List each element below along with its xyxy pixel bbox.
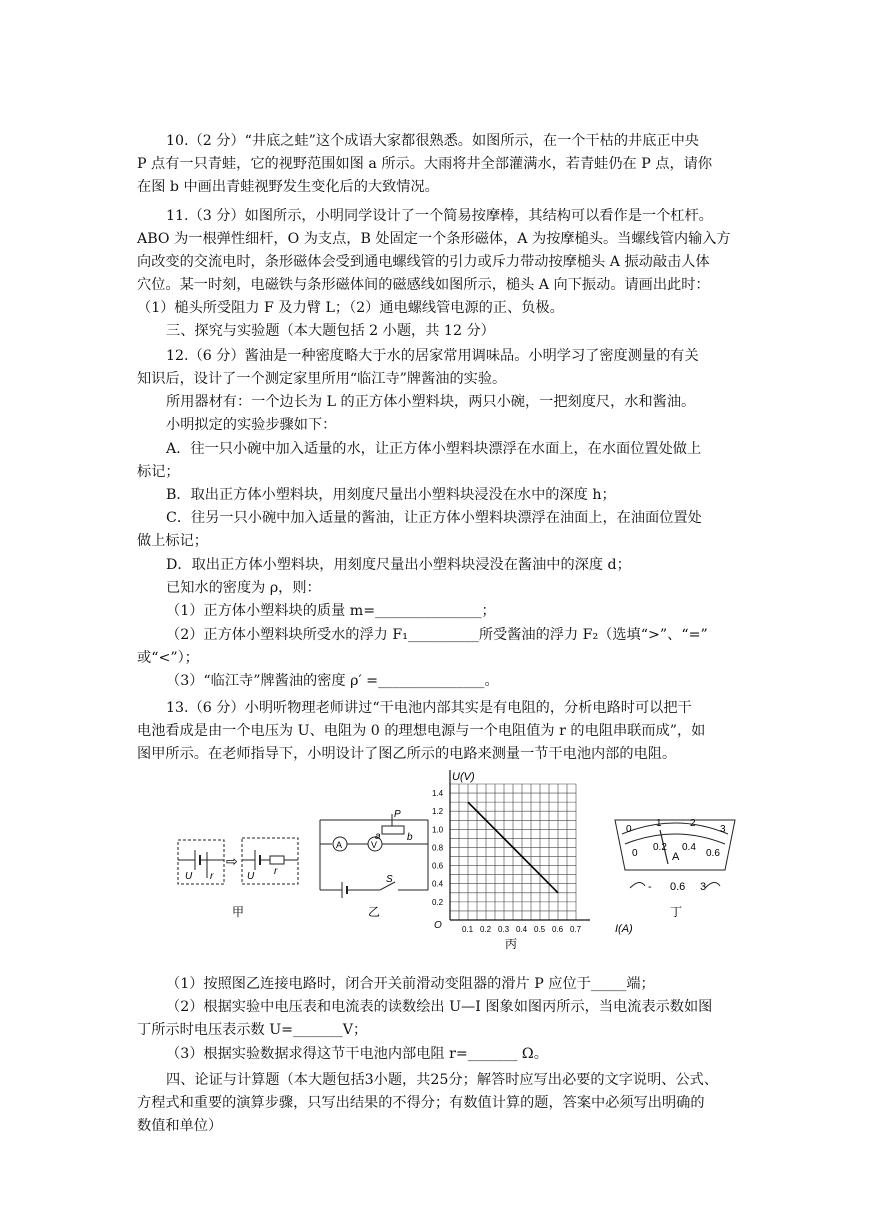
text-line: （1）按照图乙连接电路时，闭合开关前滑动变阻器的滑片 P 应位于_____端； [166,976,655,992]
text-line: 12.（6 分）酱油是一种密度略大于水的居家常用调味品。小明学习了密度测量的有关 [166,348,699,364]
text-line: 13.（6 分）小明听物理老师讲过“干电池内部其实是有电阻的，分析电路时可以把干 [166,700,692,716]
chart-y-tick-label: 0.2 [432,897,444,907]
ding-unit-label: A [672,851,680,863]
text-line: 四、论证与计算题（本大题包括3小题，共25分；解答时应写出必要的文字说明、公式、 [166,1072,719,1088]
caption-bing: 丙 [505,937,518,951]
caption-yi: 乙 [368,905,381,919]
yi-s-label: S [386,874,393,885]
chart-x-tick-label: 0.2 [480,925,492,934]
figure-yi [320,814,428,898]
text-line: 丁所示时电压表示数 U=_______V； [137,1022,368,1038]
yi-p-label: P [394,809,401,820]
ding-lower-3: 0.6 [706,848,720,859]
text-line: 10.（2 分）“井底之蛙”这个成语大家都很熟悉。如图所示，在一个干枯的井底正中央 [166,133,699,149]
caption-ding: 丁 [670,905,683,919]
ding-terminal-06: 0.6 [670,881,686,893]
text-line: （2）正方体小塑料块所受水的浮力 F₁__________所受酱油的浮力 F₂（选填“>”、“=” [166,627,708,643]
chart-y-axis-label: U(V) [452,771,475,783]
text-line: 所用器材有：一个边长为 L 的正方体小塑料块，两只小碗，一把刻度尺，水和酱油。 [166,394,696,410]
chart-x-tick-label: 0.1 [462,925,474,934]
chart-origin-label: O [434,920,442,931]
text-line: 穴位。某一时刻，电磁铁与条形磁体间的磁感线如图所示，槌头 A 向下振动。请画出此时： [137,277,710,293]
chart-x-tick-label: 0.7 [570,925,582,934]
text-line: 数值和单位） [137,1118,223,1134]
text-line: 图甲所示。在老师指导下，小明设计了图乙所示的电路来测量一节干电池内部的电阻。 [137,746,677,762]
text-line: （3）根据实验数据求得这节干电池内部电阻 r=_______ Ω。 [166,1046,548,1062]
chart-bing [432,770,590,934]
text-line: （3）“临江寺”牌酱油的密度 ρ′ =_______________。 [166,673,499,689]
chart-y-tick-label: 0.6 [432,861,444,871]
chart-x-tick-label: 0.5 [534,925,546,934]
text-line: P 点有一只青蛙，它的视野范围如图 a 所示。大雨将井全部灌满水，若青蛙仍在 P 点，请你 [137,156,713,172]
circuit-figure [170,760,740,960]
ding-upper-0: 0 [626,824,632,835]
chart-x-axis-label: I(A) [615,923,633,935]
jia-u2-label: U [247,871,255,882]
text-line: 已知水的密度为 ρ，则： [166,580,321,596]
text-line: 在图 b 中画出青蛙视野发生变化后的大致情况。 [137,179,439,195]
jia-r2-label: r [274,866,278,877]
caption-jia: 甲 [232,905,245,919]
yi-ammeter-label: A [336,840,343,850]
ding-terminal-3: 3 [700,881,707,893]
jia-r-label: r [210,871,214,882]
chart-y-tick-label: 0.8 [432,843,444,853]
text-line: （1）槌头所受阻力 F 及力臂 L；（2）通电螺线管电源的正、负极。 [137,300,564,316]
text-line: （2）根据实验中电压表和电流表的读数绘出 U—I 图象如图丙所示，当电流表示数如图 [166,999,713,1015]
chart-y-tick-label: 1.0 [432,825,444,835]
text-line: （1）正方体小塑料块的质量 m=_______________； [166,603,496,619]
ding-lower-2: 0.4 [682,842,696,853]
ding-lower-1: 0.2 [653,842,667,853]
text-line: 或“<”）； [137,650,199,666]
chart-y-tick-label: 1.2 [432,807,444,817]
chart-x-tick-label: 0.6 [552,925,564,934]
chart-x-tick-label: 0.4 [516,925,528,934]
figure-svg [170,760,740,960]
text-line: 向改变的交流电时，条形磁体会受到通电螺线管的引力或斥力带动按摩槌头 A 振动敲击人体 [137,254,710,270]
text-line: D．取出正方体小塑料块，用刻度尺量出小塑料块浸没在酱油中的深度 d； [166,557,631,573]
text-line: 小明拟定的实验步骤如下： [166,417,337,433]
ding-upper-2: 2 [690,818,696,829]
chart-y-tick-label: 0.4 [432,879,444,889]
jia-u-label: U [185,871,193,882]
chart-x-tick-label: 0.3 [498,925,510,934]
text-line: 电池看成是由一个电压为 U、电阻为 0 的理想电源与一个电阻值为 r 的电阻串联而成”，如 [137,723,706,739]
text-line: 知识后，设计了一个测定家里所用“临江寺”牌酱油的实验。 [137,371,507,387]
text-line: 三、探究与实验题（本大题包括 2 小题，共 12 分） [166,323,495,339]
text-line: 标记； [137,464,180,480]
figure-jia [178,838,298,884]
yi-voltmeter-label: V [371,840,378,850]
ding-upper-1: 1 [656,818,662,829]
jia-arrow: ⇨ [226,853,238,869]
text-line: C．往另一只小碗中加入适量的酱油，让正方体小塑料块漂浮在油面上，在油面位置处 [166,510,702,526]
text-line: 做上标记； [137,533,208,549]
ding-terminal-minus: - [648,881,652,893]
text-line: 方程式和重要的演算步骤，只写出结果的不得分；有数值计算的题，答案中必须写出明确的 [137,1095,705,1111]
text-line: 11.（3 分）如图所示，小明同学设计了一个简易按摩棒，其结构可以看作是一个杠杆。 [166,208,713,224]
yi-b-label: b [407,832,413,843]
text-line: B．取出正方体小塑料块，用刻度尺量出小塑料块浸没在水中的深度 h； [166,487,616,503]
text-line: ABO 为一根弹性细杆，O 为支点，B 处固定一个条形磁体，A 为按摩槌头。当螺线管内输入方 [137,231,731,247]
ding-upper-3: 3 [720,824,726,835]
ding-lower-0: 0 [632,848,638,859]
yi-a-label: a [375,831,381,842]
chart-y-tick-label: 1.4 [432,789,444,799]
text-line: A．往一只小碗中加入适量的水，让正方体小塑料块漂浮在水面上，在水面位置处做上 [166,441,702,457]
